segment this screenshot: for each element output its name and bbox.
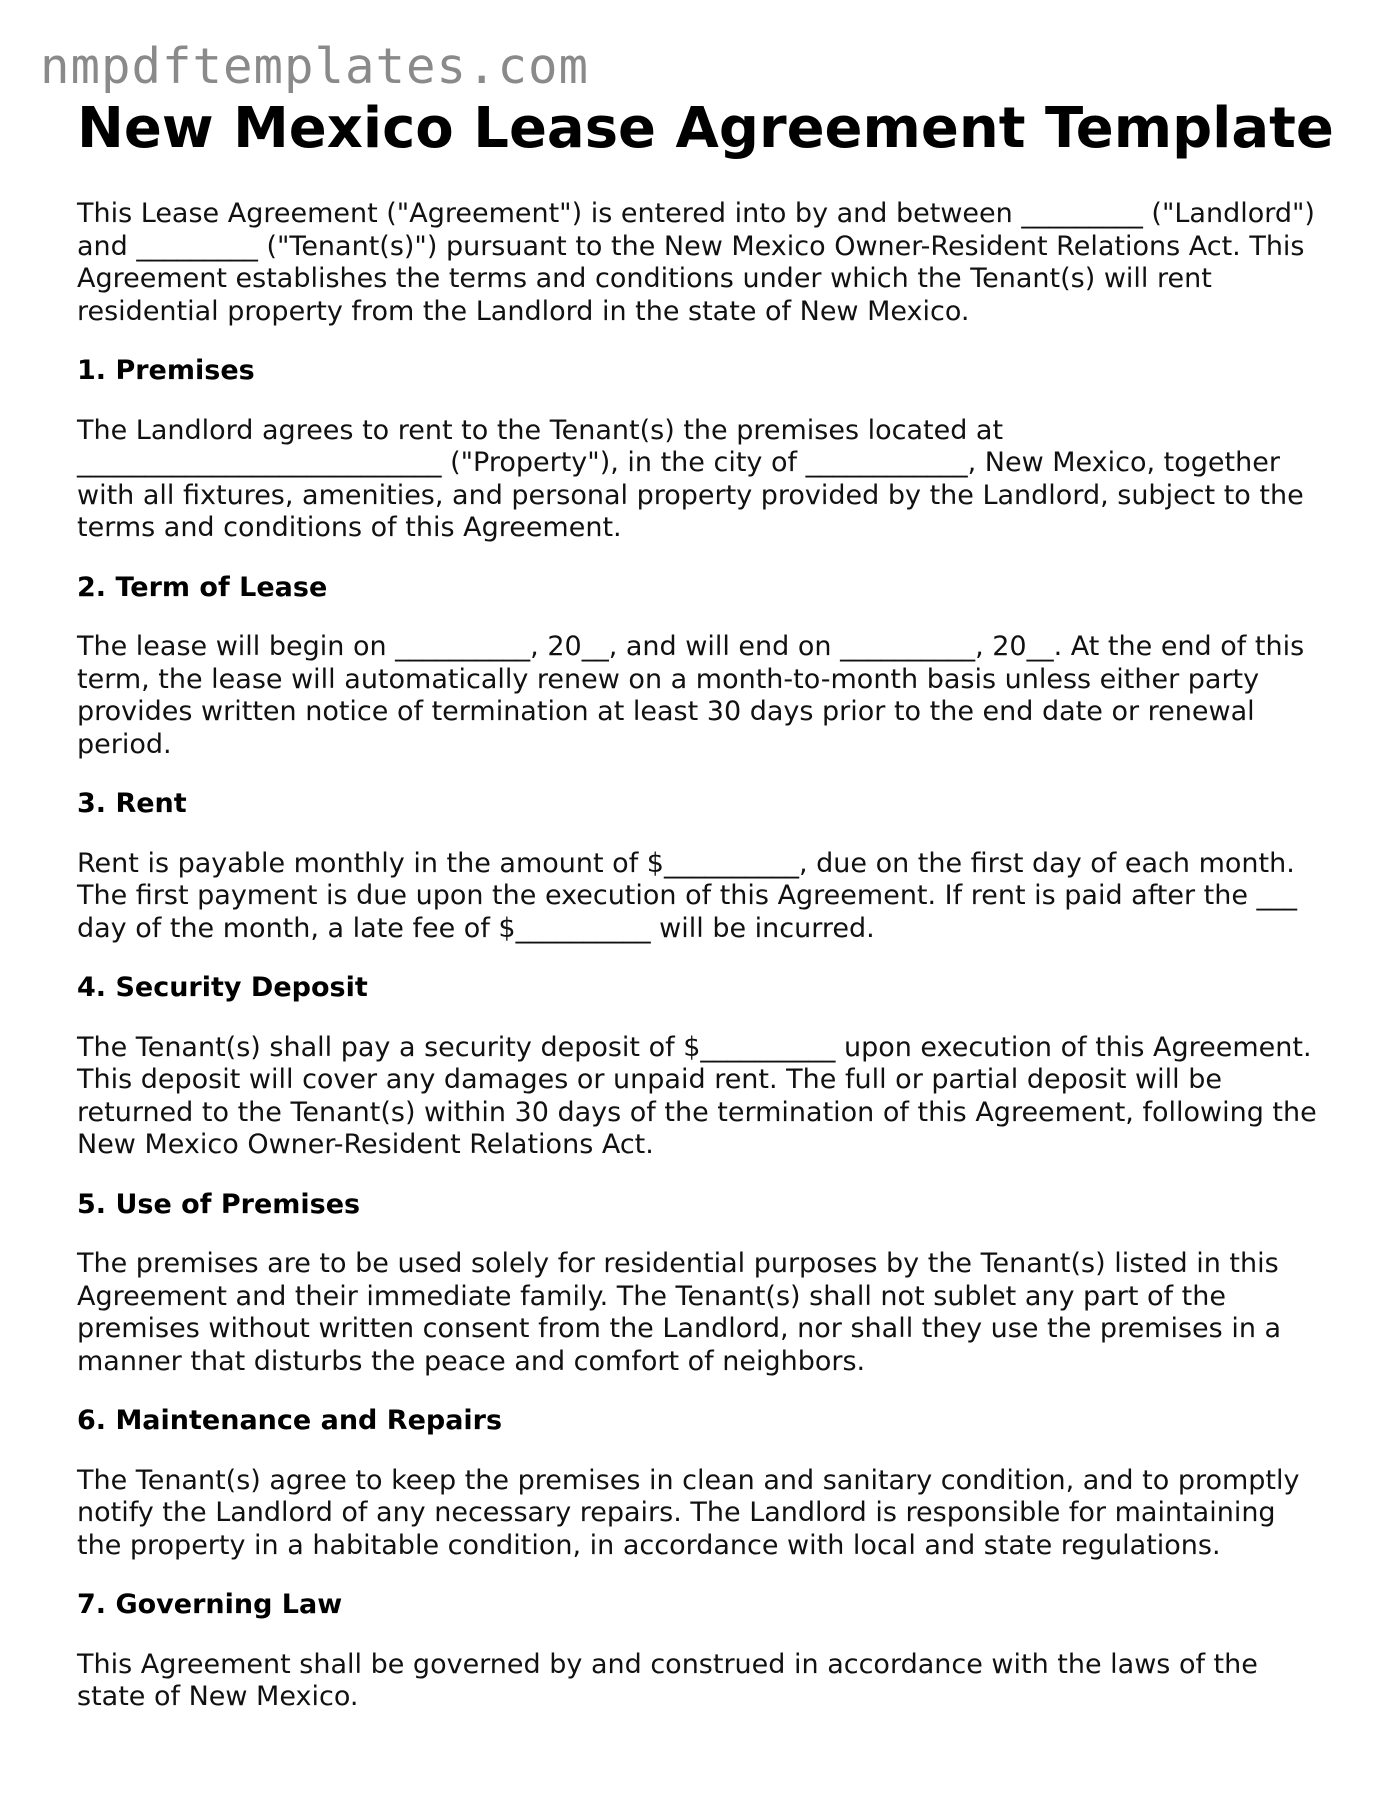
section-governing-law <box>77 1589 1327 1714</box>
section-body: This Agreement shall be governed by and construed in accordance with the laws of the state of New Mexico. <box>77 1648 1258 1712</box>
site-watermark: nmpdftemplates.com <box>40 38 590 95</box>
section-heading: 2. Term of Lease <box>77 571 328 603</box>
section-security-deposit <box>77 972 1327 1162</box>
section-body: The Tenant(s) shall pay a security deposit of $__________ upon execution of this Agreement. This deposit will cover any damages or unpaid rent. The full or partial deposit will be returned to the Tenant(s) within 30 days of the termination of this Agreement, following the New Mexico Owner-Resident Relations Act. <box>77 1031 1317 1160</box>
section-body: The lease will begin on __________, 20__, and will end on __________, 20__. At the end of this term, the lease will automatically renew on a month-to-month basis unless either party provides written notice of termination at least 30 days prior to the end date or renewal period. <box>77 631 1305 760</box>
section-heading: 1. Premises <box>77 355 255 386</box>
section-body: Rent is payable monthly in the amount of $__________, due on the first day of each month. The first payment is due upon the execution of this Agreement. If rent is paid after the ___ day of the month, a late fee of $__________ will be incurred. <box>77 847 1298 944</box>
section-use-of-premises <box>77 1189 1327 1379</box>
intro-paragraph: This Lease Agreement ("Agreement") is entered into by and between _________ ("Landlord") and _________ ("Tenant(s)") pursuant to the New Mexico Owner-Resident Relations Act. This Agreement establishes the terms and conditions under which the Tenant(s) will rent residential property from the Landlord in the state of New Mexico. <box>77 198 1315 327</box>
section-heading: 7. Governing Law <box>77 1589 343 1620</box>
section-term-of-lease <box>77 572 1327 762</box>
section-heading: 5. Use of Premises <box>77 1188 361 1220</box>
section-heading: 6. Maintenance and Repairs <box>77 1405 503 1436</box>
document-body <box>77 198 1327 1714</box>
page-title: New Mexico Lease Agreement Template <box>77 96 1334 161</box>
section-body: The Tenant(s) agree to keep the premises in clean and sanitary condition, and to promptly notify the Landlord of any necessary repairs. The Landlord is responsible for maintaining the property in a habitable condition, in accordance with local and state regulations. <box>77 1464 1300 1561</box>
section-maintenance-and-repairs <box>77 1405 1327 1562</box>
section-body: The Landlord agrees to rent to the Tenant(s) the premises located at ___________________________ ("Property"), in the city of ____________, New Mexico, together with all fixtures, amenities, and personal property provided by the Landlord, subject to the terms and conditions of this Agreement. <box>77 414 1304 543</box>
section-heading: 3. Rent <box>77 788 187 819</box>
section-rent <box>77 788 1327 945</box>
section-premises <box>77 355 1327 545</box>
section-heading: 4. Security Deposit <box>77 972 368 1003</box>
section-body: The premises are to be used solely for residential purposes by the Tenant(s) listed in this Agreement and their immediate family. The Tenant(s) shall not sublet any part of the premises without written consent from the Landlord, nor shall they use the premises in a manner that disturbs the peace and comfort of neighbors. <box>77 1248 1282 1377</box>
